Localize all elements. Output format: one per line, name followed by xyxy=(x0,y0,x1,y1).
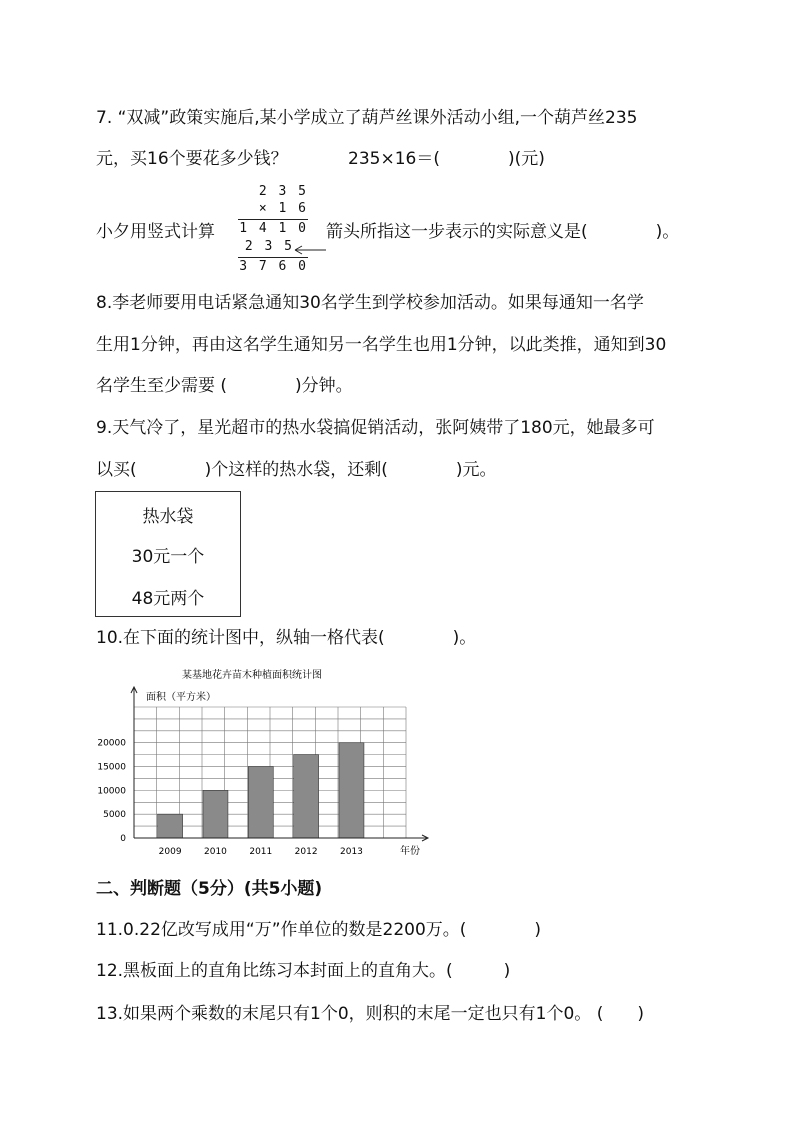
chart-y-ticks xyxy=(97,739,126,844)
y-tick-label: 15000 xyxy=(97,762,126,773)
x-tick-label: 2011 xyxy=(249,847,273,857)
chart-y-label: 面积（平方米） xyxy=(146,692,216,703)
q10-line1: 10.在下面的统计图中，纵轴一格代表( )。 xyxy=(96,628,477,648)
q8-line1: 8.李老师要用电话紧急通知30名学生到学校参加活动。如果每通知一名学 xyxy=(96,293,644,313)
calc-row-4: 2 3 5 xyxy=(244,239,294,254)
price-box-title: 热水袋 xyxy=(142,507,194,527)
y-tick-label: 0 xyxy=(120,834,126,844)
y-tick-label: 10000 xyxy=(97,786,126,797)
chart-x-ticks xyxy=(159,847,363,857)
q11: 11.0.22亿改写成用“万”作单位的数是2200万。( ) xyxy=(96,920,542,940)
q7-equation: 235×16＝( )(元) xyxy=(348,149,545,169)
q7-line3-suffix: 箭头所指这一步表示的实际意义是( )。 xyxy=(326,222,680,242)
price-single: 30元一个 xyxy=(131,547,205,567)
x-tick-label: 2012 xyxy=(294,847,318,857)
q12: 12.黑板面上的直角比练习本封面上的直角大。( ) xyxy=(96,961,511,981)
calc-row-3: 1 4 1 0 xyxy=(239,221,308,236)
q13: 13.如果两个乘数的末尾只有1个0，则积的末尾一定也只有1个0。 ( ) xyxy=(96,1004,644,1024)
price-pair: 48元两个 xyxy=(131,589,205,609)
x-tick-label: 2010 xyxy=(204,847,227,857)
q7-line3-prefix: 小夕用竖式计算 xyxy=(96,222,215,242)
q8-line2: 生用1分钟，再由这名学生通知另一名学生也用1分钟，以此类推，通知到30 xyxy=(96,335,667,355)
price-box xyxy=(95,491,241,617)
chart-title: 某基地花卉苗木种植面积统计图 xyxy=(182,670,322,681)
q8-line3: 名学生至少需要 ( )分钟。 xyxy=(96,376,353,396)
chart-x-label: 年份 xyxy=(400,846,420,857)
x-tick-label: 2013 xyxy=(340,847,363,857)
arrow-left-icon xyxy=(292,244,328,256)
q9-line2: 以买( )个这样的热水袋，还剩( )元。 xyxy=(96,460,497,480)
q7-line2: 元，买16个要花多少钱？ xyxy=(96,149,288,169)
y-tick-label: 5000 xyxy=(103,810,126,821)
section2-heading: 二、判断题（5分）(共5小题) xyxy=(96,879,323,899)
calc-rule-2 xyxy=(238,257,308,258)
x-tick-label: 2009 xyxy=(158,847,182,857)
calc-row-5: 3 7 6 0 xyxy=(239,259,308,274)
y-tick-label: 20000 xyxy=(97,738,126,749)
bar-chart xyxy=(88,662,448,862)
bar-2012 xyxy=(294,755,319,838)
q7-line1: 7. “双减”政策实施后,某小学成立了葫芦丝课外活动小组,一个葫芦丝235 xyxy=(96,108,638,128)
bar-2013 xyxy=(339,743,364,838)
calc-rule-1 xyxy=(238,219,308,220)
calc-row-1: 2 3 5 xyxy=(258,184,308,199)
bar-2010 xyxy=(203,790,228,838)
bar-2011 xyxy=(248,767,273,838)
q9-line1: 9.天气冷了，星光超市的热水袋搞促销活动，张阿姨带了180元，她最多可 xyxy=(96,418,655,438)
calc-row-2: × 1 6 xyxy=(258,201,308,216)
bar-2009 xyxy=(158,814,183,838)
